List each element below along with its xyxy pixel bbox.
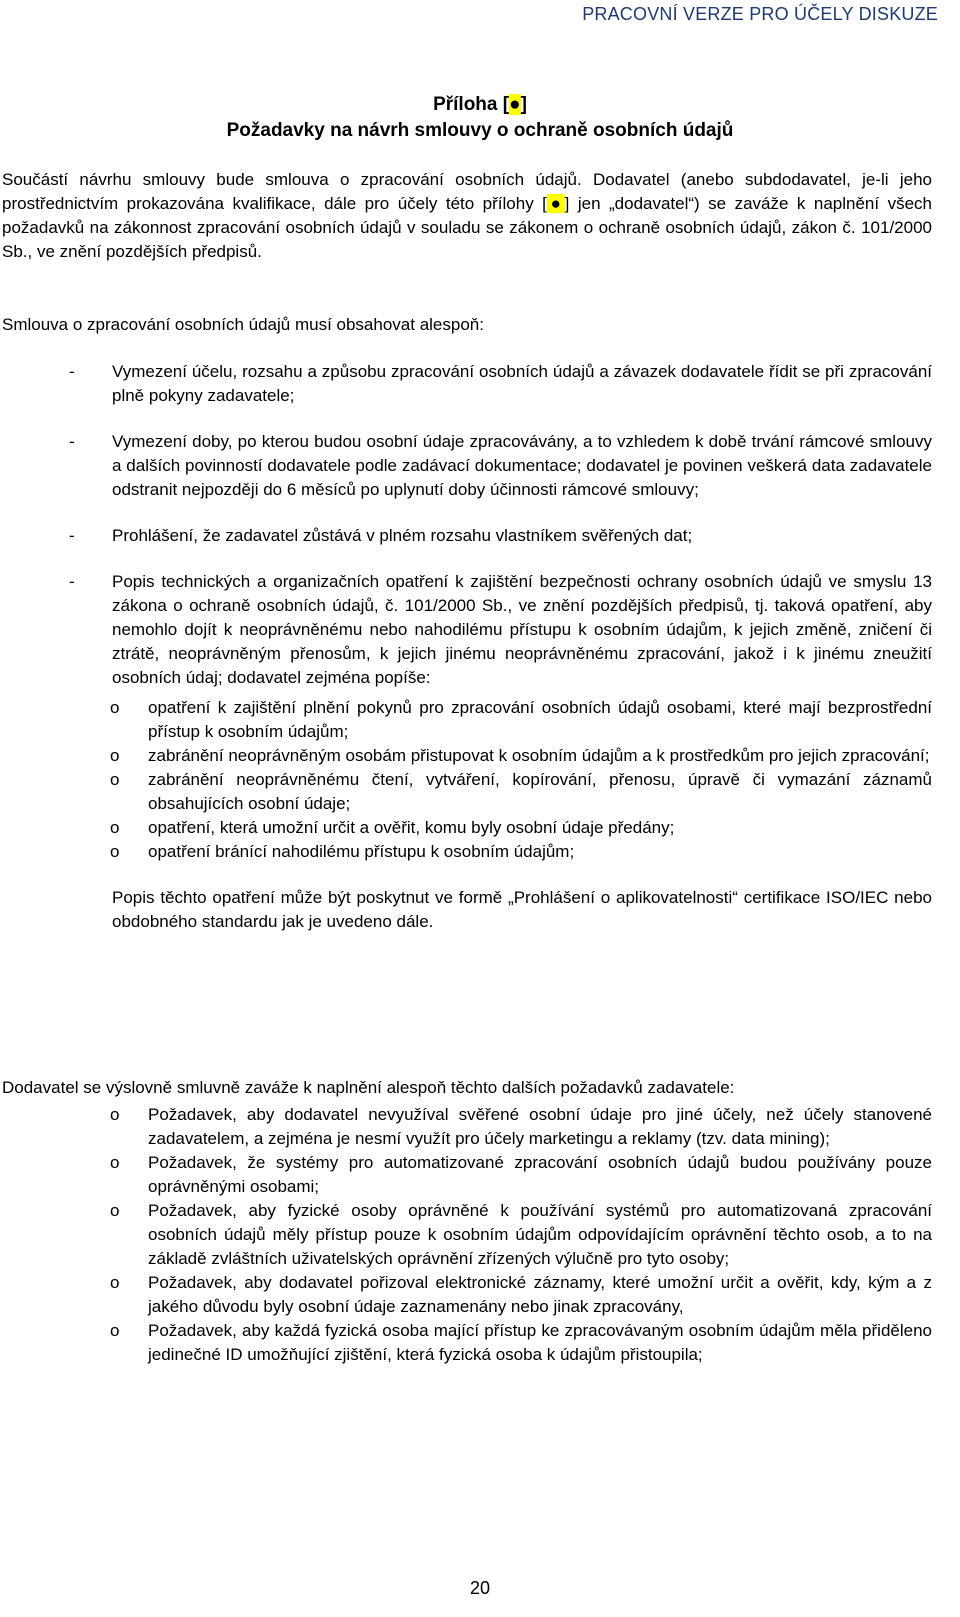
measures-note: Popis těchto opatření může být poskytnut ve formě „Prohlášení o aplikovatelnosti“ certifikace ISO/IEC nebo obdobného standardu jak je uvedeno dále. (112, 888, 932, 931)
bullet-marker: o (110, 1105, 120, 1124)
measure-item: o opatření k zajištění plnění pokynů pro zpracování osobních údajů osobami, které mají bezprostřední přístup k osobním údajům; (110, 698, 932, 741)
appendix-heading: Příloha [●] (433, 94, 527, 115)
requirement-item: o Požadavek, aby dodavatel pořizoval elektronické záznamy, které umožní určit a ověřit, kdy, kým a z jakého důvodu byly osobní údaje zaznamenány nebo jinak zpracovány, (110, 1273, 932, 1316)
intro-paragraph: Součástí návrhu smlouvy bude smlouva o zpracování osobních údajů. Dodavatel (anebo subdodavatel, je-li jeho prostřednictvím prokazována kvalifikace, dále pro účely této přílohy [●] jen „dodavatel“) se zaváže k naplnění všech požadavků na zákonnost zpracování osobních údajů v souladu se zákonem o ochraně osobních údajů, zákon č. 101/2000 Sb., ve znění pozdějších předpisů. (2, 170, 932, 261)
page-number: 20 (469, 1578, 491, 1598)
requirement-item: o Požadavek, aby každá fyzická osoba mající přístup ke zpracovávaným osobním údajům měla přiděleno jedinečné ID umožňující zjištění, která fyzická osoba k údajům přistoupila; (110, 1321, 932, 1364)
dash-marker: - (69, 362, 75, 381)
bullet-marker: o (110, 1273, 120, 1292)
supplier-lead-paragraph: Dodavatel se výslovně smluvně zaváže k naplnění alespoň těchto dalších požadavků zadavatele: (2, 1078, 735, 1097)
supplier-requirements-list (0, 1103, 932, 1367)
bullet-marker: o (110, 698, 120, 717)
bullet-marker: o (110, 818, 120, 837)
bullet-marker: o (110, 842, 120, 861)
bullet-marker: o (110, 770, 120, 789)
bullet-marker: o (110, 1321, 120, 1340)
measure-item: o opatření, která umožní určit a ověřit, komu byly osobní údaje předány; (0, 816, 932, 840)
list-item: - Vymezení účelu, rozsahu a způsobu zpracování osobních údajů a závazek dodavatele řídit se při zpracování plně pokyny zadavatele; (69, 362, 932, 405)
requirement-item: o Požadavek, aby dodavatel nevyužíval svěřené osobní údaje pro jiné účely, než účely stanovené zadavatelem, a zejména je nesmí využít pro účely marketingu a reklamy (tzv. data mining); (110, 1105, 932, 1148)
appendix-title (0, 92, 960, 144)
dash-marker: - (69, 432, 75, 451)
contract-requirements-list (0, 360, 932, 956)
measure-item: o zabránění neoprávněným osobám přistupovat k osobním údajům a k prostředkům pro jejich zpracování; (0, 744, 932, 768)
contract-lead-paragraph: Smlouva o zpracování osobních údajů musí obsahovat alespoň: (2, 315, 484, 334)
bullet-marker: o (110, 1201, 120, 1220)
bullet-marker: o (110, 746, 120, 765)
dash-marker: - (69, 526, 75, 545)
measure-item: o opatření bránící nahodilému přístupu k osobním údajům; (0, 840, 932, 864)
appendix-subtitle: Požadavky na návrh smlouvy o ochraně osobních údajů (226, 120, 734, 141)
measure-item: o zabránění neoprávněnému čtení, vytváření, kopírování, přenosu, úpravě či vymazání záznamů obsahujících osobní údaje; (110, 770, 932, 813)
dash-marker: - (69, 572, 75, 591)
draft-watermark-header: PRACOVNÍ VERZE PRO ÚČELY DISKUZE (582, 4, 938, 24)
list-item: - Vymezení doby, po kterou budou osobní údaje zpracovávány, a to vzhledem k době trvání rámcové smlouvy a dalších povinností dodavatele podle zadávací dokumentace; dodavatel je povinen veškerá data zadavatele odstranit nejpozději do 6 měsíců po uplynutí doby účinnosti rámcové smlouvy; (69, 432, 932, 499)
list-item: - Prohlášení, že zadavatel zůstává v plném rozsahu vlastníkem svěřených dat; (0, 524, 932, 548)
placeholder-marker: ● (546, 194, 565, 213)
placeholder-marker: ● (509, 94, 521, 115)
requirement-item: o Požadavek, že systémy pro automatizované zpracování osobních údajů budou používány pouze oprávněnými osobami; (110, 1153, 932, 1196)
requirement-item: o Požadavek, aby fyzické osoby oprávněné k používání systémů pro automatizovaná zpracování osobních údajů měly přístup pouze k osobním údajům odpovídajícím oprávnění těchto osob, a to na základě zvláštních uživatelských oprávnění zřízených výlučně pro tyto osoby; (110, 1201, 932, 1268)
bullet-marker: o (110, 1153, 120, 1172)
list-item: - Popis technických a organizačních opatření k zajištění bezpečnosti ochrany osobních údajů ve smyslu 13 zákona o ochraně osobních údajů, č. 101/2000 Sb., ve znění pozdějších předpisů, tj. taková opatření, aby nemohlo dojít k neoprávněnému nebo nahodilému přístupu k osobním údajům, k jejich změně, zničení či ztrátě, neoprávněným přenosům, k jejich jinému neoprávněnému zpracování, jakož i k jinému zneužití osobních údaj; dodavatel zejména popíše: (69, 572, 932, 687)
